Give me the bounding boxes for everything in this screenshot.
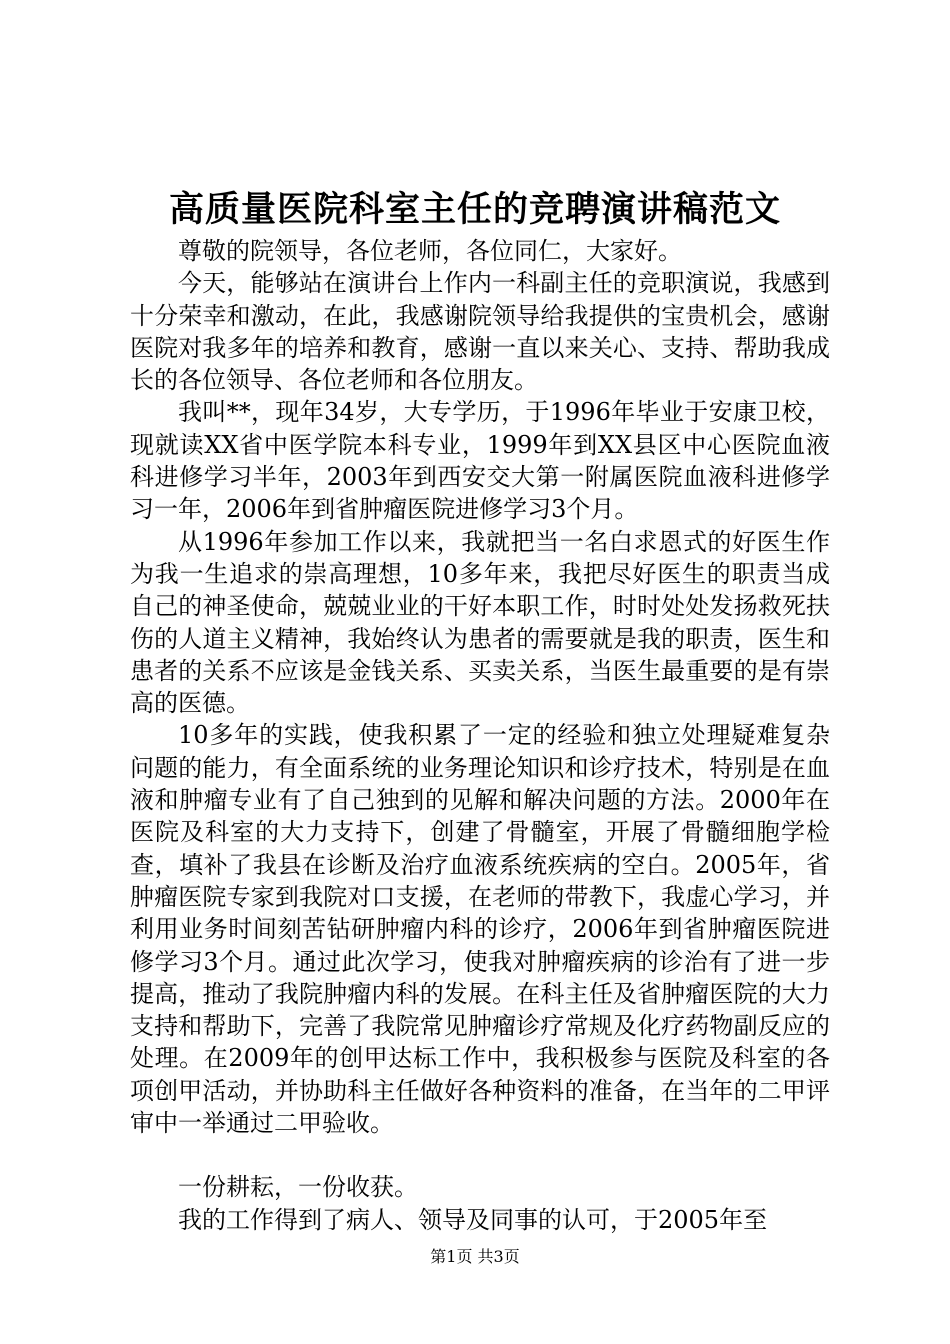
paragraph-greeting: 尊敬的院领导，各位老师，各位同仁，大家好。 [178,237,682,265]
paragraph-harvest: 一份耕耘，一份收获。 [178,1173,418,1202]
document-title: 高质量医院科室主任的竞聘演讲稿范文 [168,189,781,230]
paragraph-thanks: 今天，能够站在演讲台上作内一科副主任的竞职演说，我感到十分荣幸和激动，在此，我感谢院领导给我提供的宝贵机会，感谢医院对我多年的培养和教育，感谢一直以来关心、支持、帮助我成长的各位领导、各位老师和各位朋友。 [130,269,830,395]
page-footer: 第1页 共3页 [430,1247,520,1266]
document-body [130,235,830,1236]
paragraph-recognition: 我的工作得到了病人、领导及同事的认可，于2005年至 [178,1205,768,1234]
paragraph-ideals: 从1996年参加工作以来，我就把当一名白求恩式的好医生作为我一生追求的崇高理想，10多年来，我把尽好医生的职责当成自己的神圣使命，兢兢业业的干好本职工作，时时处处发扬救死扶伤的人道主义精神，我始终认为患者的需要就是我的职责，医生和患者的关系不应该是金钱关系、买卖关系，当医生最重要的是有崇高的医德。 [130,527,830,718]
paragraph-experience: 10多年的实践，使我积累了一定的经验和独立处理疑难复杂问题的能力，有全面系统的业务理论知识和诊疗技术，特别是在血液和肿瘤专业有了自己独到的见解和解决问题的方法。2000年在医院及科室的大力支持下，创建了骨髓室，开展了骨髓细胞学检查，填补了我县在诊断及治疗血液系统疾病的空白。2005年，省肿瘤医院专家到我院对口支援，在老师的带教下，我虚心学习，并利用业务时间刻苦钻研肿瘤内科的诊疗，2006年到省肿瘤医院进修学习3个月。通过此次学习，使我对肿瘤疾病的诊治有了进一步提高，推动了我院肿瘤内科的发展。在科主任及省肿瘤医院的大力支持和帮助下，完善了我院常见肿瘤诊疗常规及化疗药物副反应的处理。在2009年的创甲达标工作中，我积极参与医院及科室的各项创甲活动，并协助科主任做好各种资料的准备，在当年的二甲评审中一举通过二甲验收。 [130,721,830,1138]
paragraph-introduction: 我叫**，现年34岁，大专学历，于1996年毕业于安康卫校，现就读XX省中医学院本科专业，1999年到XX县区中心医院血液科进修学习半年，2003年到西安交大第一附属医院血液科进修学习一年，2006年到省肿瘤医院进修学习3个月。 [130,398,830,524]
